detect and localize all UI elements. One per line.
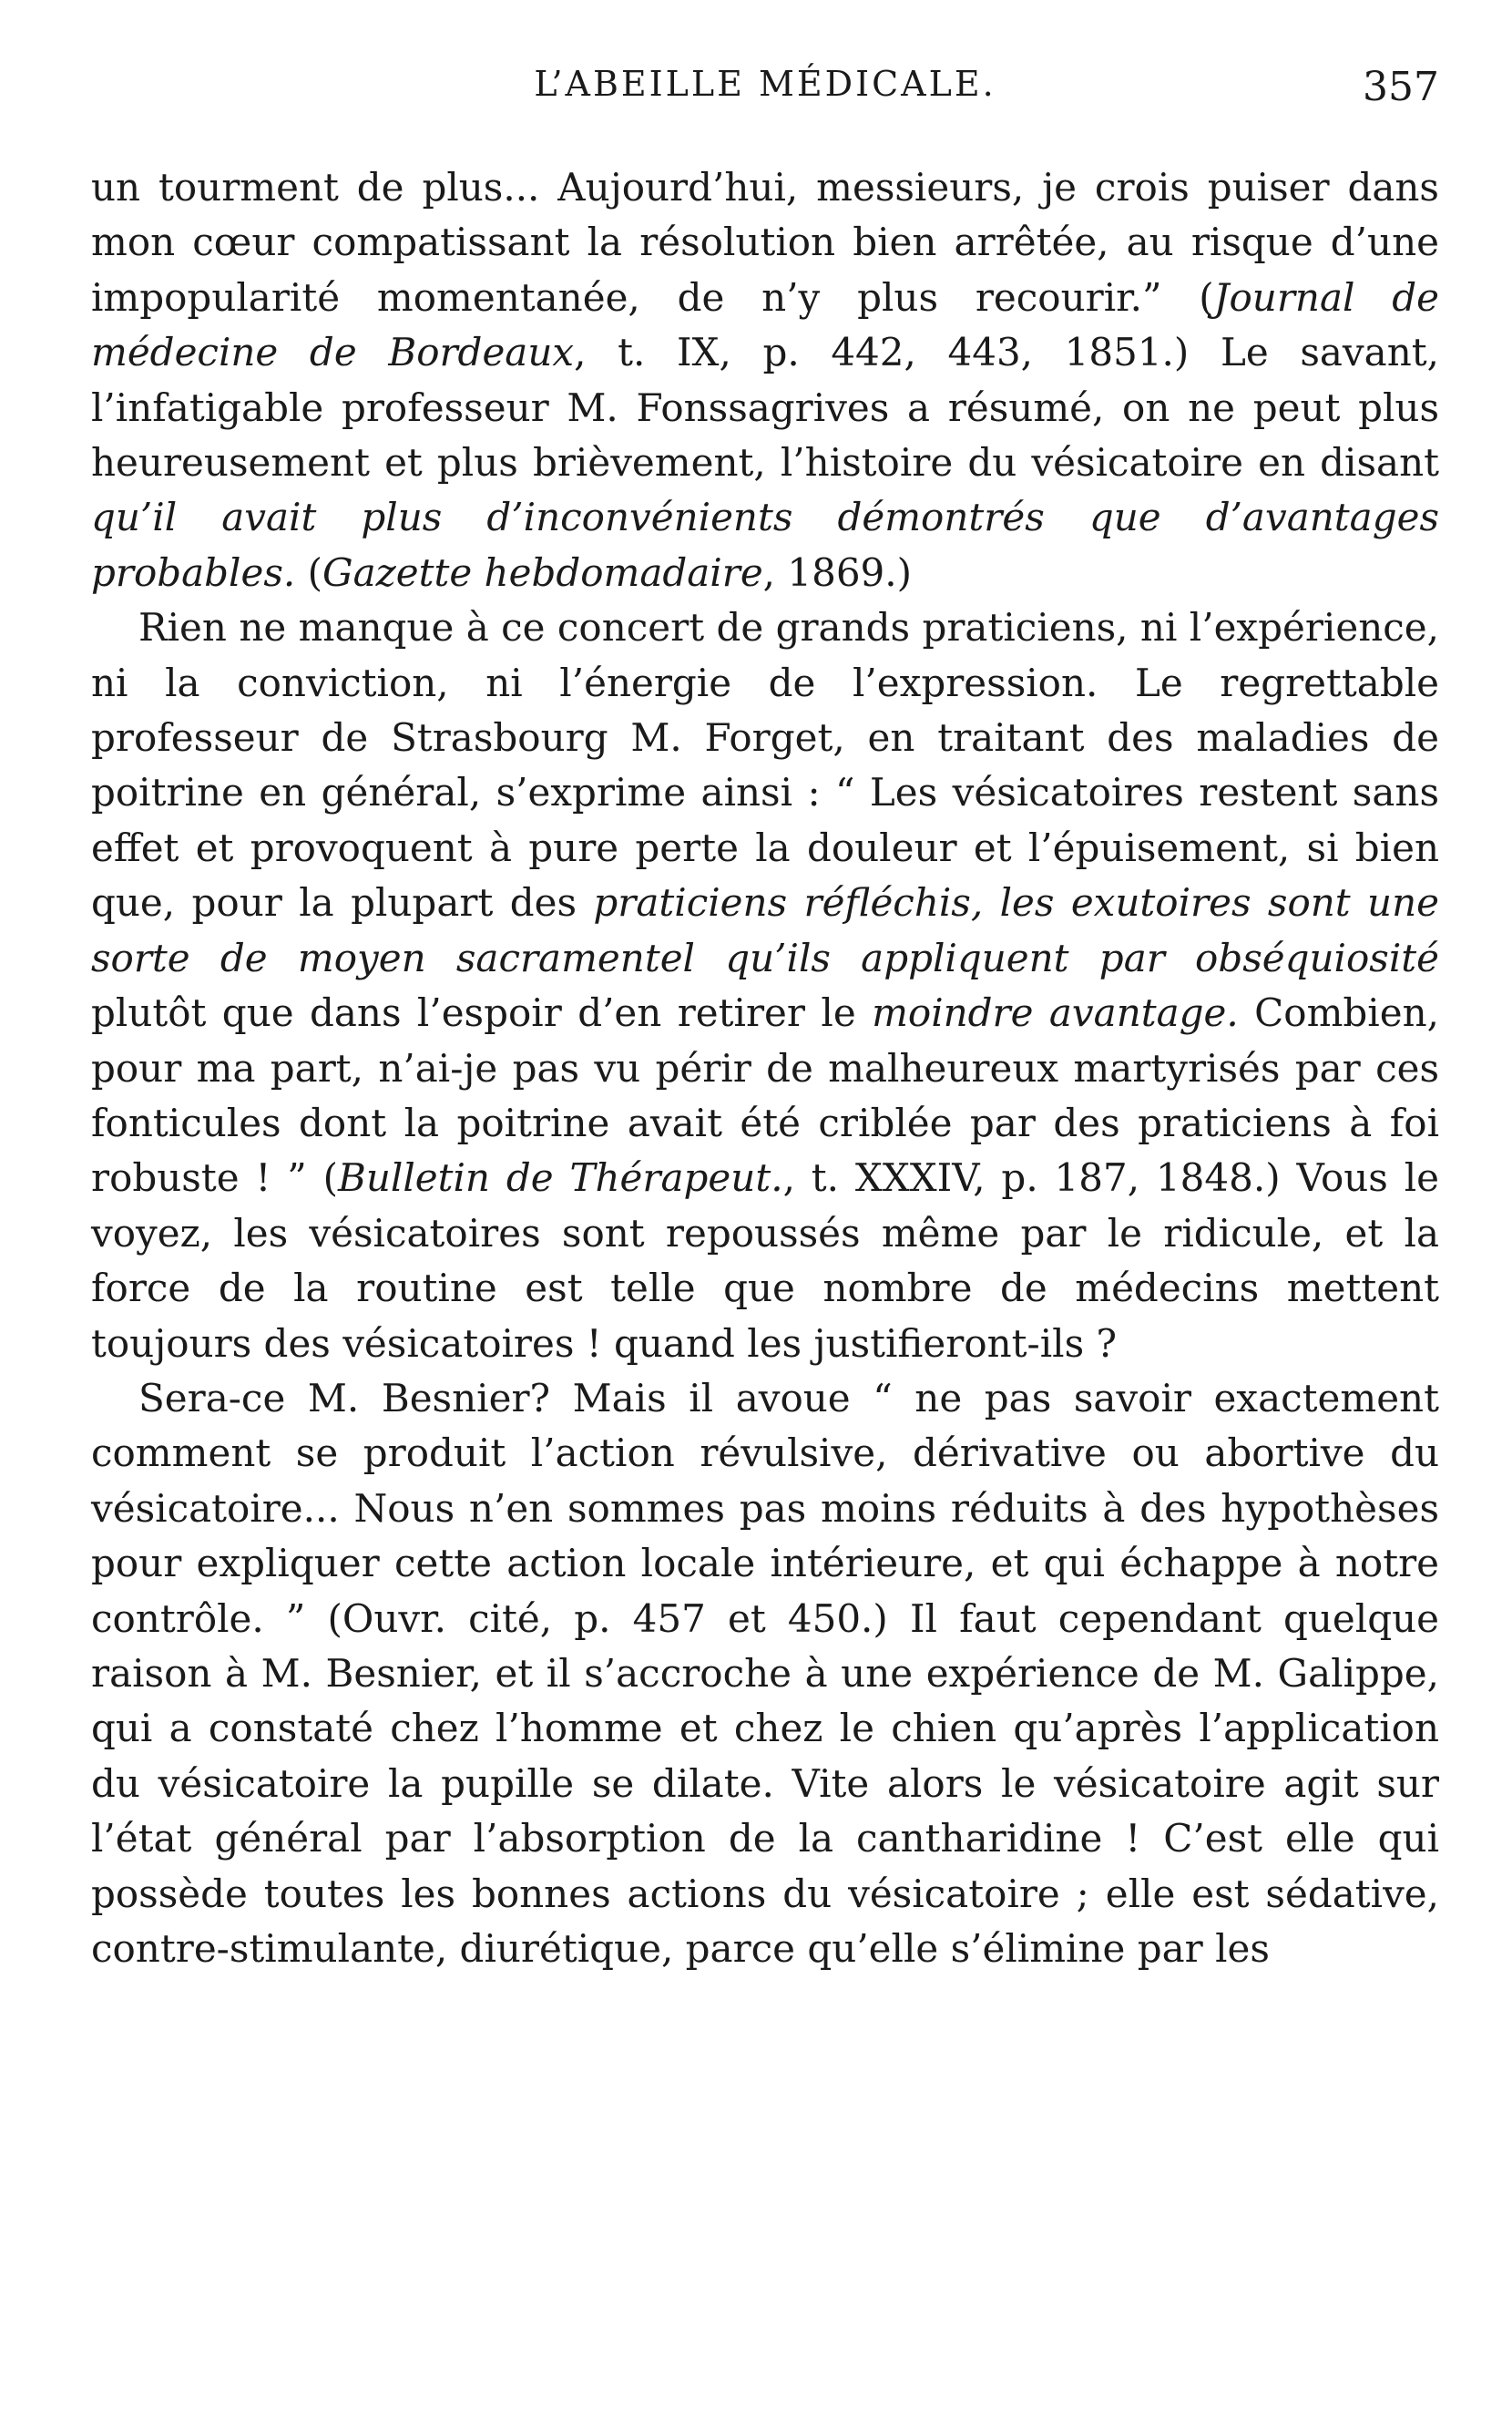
paragraph-p1 bbox=[91, 160, 1439, 600]
body-text bbox=[91, 160, 1439, 1976]
italic-citation-text: Gazette hebdomadaire bbox=[322, 549, 763, 595]
paragraph-text: Sera-ce M. Besnier? Mais il avoue “ ne pas savoir exactement comment se produit l’action révulsive, dérivative ou abortive du vésicatoire... Nous n’en sommes pas moins réduits à des hypothèses pour expliquer cette action locale intérieure, et qui échappe à notre contrôle. ” (Ouvr. cité, p. 457 et 450.) Il faut cependant quelque raison à M. Besnier, et il s’accroche à une expérience de M. Galippe, qui a constaté chez l’homme et chez le chien qu’après l’application du vésicatoire la pupille se dilate. Vite alors le vésicatoire agit sur l’état général par l’absorption de la cantharidine ! C’est elle qui possède toutes les bonnes actions du vésicatoire ; elle est sédative, contre-stimulante, diurétique, parce qu’elle s’élimine par les bbox=[91, 1375, 1439, 1971]
italic-citation-text: moindre avantage. bbox=[872, 990, 1239, 1036]
paragraph-text: , 1869.) bbox=[762, 549, 912, 595]
paragraph-p2 bbox=[91, 600, 1439, 1371]
page-number: 357 bbox=[1363, 64, 1439, 110]
running-title: L’ABEILLE MÉDICALE. bbox=[534, 64, 996, 104]
paragraph-text: ( bbox=[295, 549, 323, 595]
italic-citation-text: praticiens réfléchis, les exutoires sont une sorte de moyen sacramentel qu’ils appliquent par obséquiosité bbox=[91, 880, 1439, 980]
book-page bbox=[91, 64, 1439, 2378]
paragraph-text: un tourment de plus... Aujourd’hui, messieurs, je crois puiser dans mon cœur compatissant la résolution bien arrêtée, au risque d’une impopularité momentanée, de n’y plus recourir.” ( bbox=[91, 165, 1439, 320]
italic-citation-text: Journal de médecine de Bordeaux bbox=[91, 274, 1439, 375]
paragraph-text: Rien ne manque à ce concert de grands praticiens, ni l’expérience, ni la conviction, ni l’énergie de l’expression. Le regrettable professeur de Strasbourg M. Forget, en traitant des maladies de poitrine en général, s’exprime ainsi : “ Les vésicatoires restent sans effet et provoquent à pure perte la douleur et l’épuisement, si bien que, pour la plupart des bbox=[91, 605, 1439, 926]
italic-citation-text: Bulletin de Thérapeut. bbox=[337, 1155, 783, 1201]
paragraph-text: Combien, pour ma part, n’ai-je pas vu périr de malheureux martyrisés par ces fonticules dont la poitrine avait été criblée par des praticiens à foi robuste ! ” ( bbox=[91, 990, 1439, 1201]
paragraph-text: , t. IX, p. 442, 443, 1851.) Le savant, l’infatigable professeur M. Fonssagrives a résumé, on ne peut plus heureusement et plus brièvement, l’histoire du vésicatoire en disant bbox=[91, 330, 1439, 486]
paragraph-p3 bbox=[91, 1371, 1439, 1976]
italic-citation-text: qu’il avait plus d’inconvénients démontrés que d’avantages probables. bbox=[91, 495, 1439, 595]
page-header bbox=[91, 64, 1439, 128]
paragraph-text: , t. XXXIV, p. 187, 1848.) Vous le voyez, les vésicatoires sont repoussés même par le ridicule, et la force de la routine est telle que nombre de médecins mettent toujours des vésicatoires ! quand les justifieront-ils ? bbox=[91, 1155, 1440, 1366]
paragraph-text: plutôt que dans l’espoir d’en retirer le bbox=[91, 990, 873, 1036]
